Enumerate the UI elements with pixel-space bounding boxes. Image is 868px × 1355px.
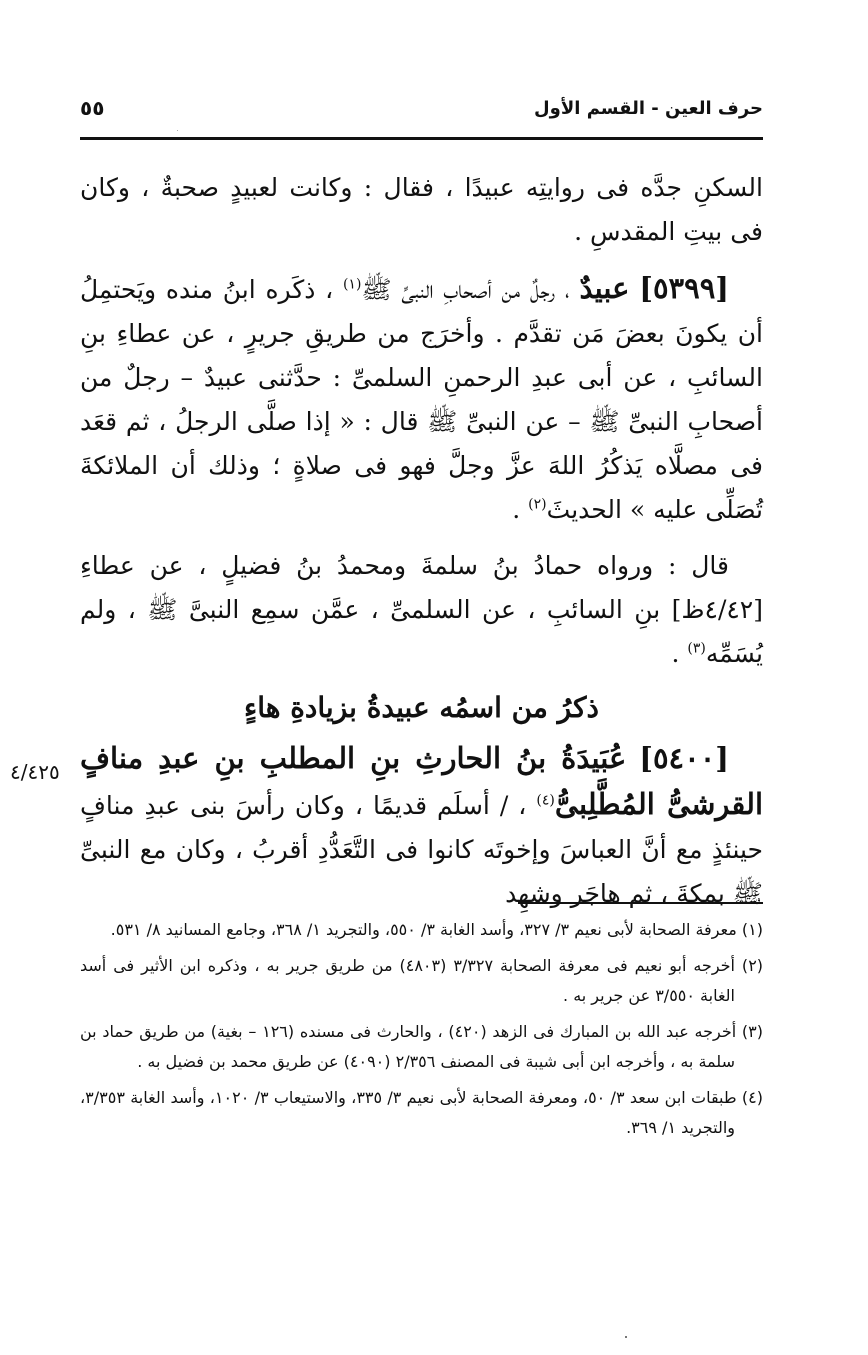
entry-text: ، ذكَره ابنُ منده ويَحتمِلُ أن يكونَ بعضَ مَن تقدَّم . وأخرَج من طريقِ جريرٍ ، عن عطاءِ بنِ السائبِ ، عن أبى عبدِ الرحمنِ السلمىِّ : حدَّثنى عبيدٌ – رجلٌ من أصحابِ النبىِّ ﷺ – عن النبىِّ ﷺ قال : « إذا صلَّى الرجلُ ، ثم قعَد فى مصلَّاه يَذكُرُ اللهَ عزَّ وجلَّ فهو فى صلاةٍ ؛ وذلك أن الملائكةَ تُصَلِّى عليه » الحديثَ bbox=[80, 275, 763, 524]
footnote-ref-3: (٣) bbox=[687, 640, 706, 657]
main-text bbox=[80, 166, 763, 916]
paragraph-riwayah bbox=[80, 544, 763, 676]
footnote-ref-4: (٤) bbox=[536, 792, 555, 809]
entry-name: عبيدٌ bbox=[579, 271, 630, 305]
footnote-ref-2: (٢) bbox=[528, 496, 547, 513]
entry-5400 bbox=[80, 736, 763, 916]
footnote-ref-1: (١) bbox=[342, 276, 362, 293]
footnote-2: (٢) أخرجه أبو نعيم فى معرفة الصحابة ٣/٣٢٧ (٤٨٠٣) من طريق جرير به ، وذكره ابن الأثير فى أسد الغابة ٣/٥٥٠ عن جرير به . bbox=[80, 956, 764, 1005]
entry-end: . bbox=[512, 495, 529, 524]
running-title: حرف العين - القسم الأول bbox=[534, 98, 763, 119]
footnote-1: (١) معرفة الصحابة لأبى نعيم ٣/ ٣٢٧، وأسد الغابة ٣/ ٥٥٠، والتجريد ١/ ٣٦٨، وجامع المسانيد ٨/ ٥٣١. bbox=[110, 920, 763, 939]
page-number: ٥٥ bbox=[80, 96, 105, 120]
page-header bbox=[80, 98, 763, 128]
entry-5399 bbox=[80, 266, 763, 532]
footnote-4: (٤) طبقات ابن سعد ٣/ ٥٠، ومعرفة الصحابة لأبى نعيم ٣/ ٣٣٥، والاستيعاب ٣/ ١٠٢٠، وأسد الغابة ٣/٣٥٣، والتجريد ١/ ٣٦٩. bbox=[80, 1088, 763, 1137]
footnote-3: (٣) أخرجه عبد الله بن المبارك فى الزهد (٤٢٠) ، والحارث فى مسنده (١٢٦ – بغية) من طريق حماد بن سلمة به ، وأخرجه ابن أبى شيبة فى المصنف ٢/٣٥٦ (٤٠٩٠) عن طريق محمد بن فضيل به . bbox=[80, 1022, 764, 1071]
footnote-rule bbox=[518, 902, 763, 904]
entry-number: [٥٣٩٩] bbox=[639, 271, 730, 305]
speck bbox=[177, 130, 178, 131]
entry-text: ، رجلٌ من أصحابِ النبىِّ ﷺ bbox=[361, 275, 570, 304]
margin-volume-ref: ٤/٤٢٥ bbox=[10, 760, 60, 784]
footnotes bbox=[80, 915, 763, 1149]
paragraph-text: قال : ورواه حمادُ بنُ سلمةَ ومحمدُ بنُ فضيلٍ ، عن عطاءِ [٤/٤٢ظ] بنِ السائبِ ، عن السلمىِّ ، عمَّن سمِع النبىَّ ﷺ ، ولم يُسَمِّه bbox=[80, 551, 763, 668]
paragraph-end: . bbox=[671, 639, 688, 668]
header-rule bbox=[80, 137, 763, 140]
entry-text: ، / أسلَم قديمًا ، وكان رأسَ بنى عبدِ منافٍ حينئذٍ مع أنَّ العباسَ وإخوتَه كانوا فى التَّعَدُّدِ أقربُ ، وكان مع النبىِّ ﷺ بمكةَ ، ثم هاجَر وشهِد bbox=[80, 791, 763, 908]
paragraph-continuation: السكنِ جدَّه فى روايتِه عبيدًا ، فقال : وكانت لعبيدٍ صحبةٌ ، وكان فى بيتِ المقدسِ . bbox=[80, 173, 763, 246]
speck bbox=[625, 1336, 627, 1338]
entry-name: عُبَيدَةُ بنُ الحارثِ بنِ المطلبِ بنِ عبدِ منافٍ القرشىُّ المُطَّلِبىُّ bbox=[80, 741, 763, 821]
section-heading: ذكرُ من اسمُه عبيدةُ بزيادةِ هاءٍ bbox=[244, 691, 599, 724]
entry-number: [٥٤٠٠] bbox=[639, 741, 730, 775]
